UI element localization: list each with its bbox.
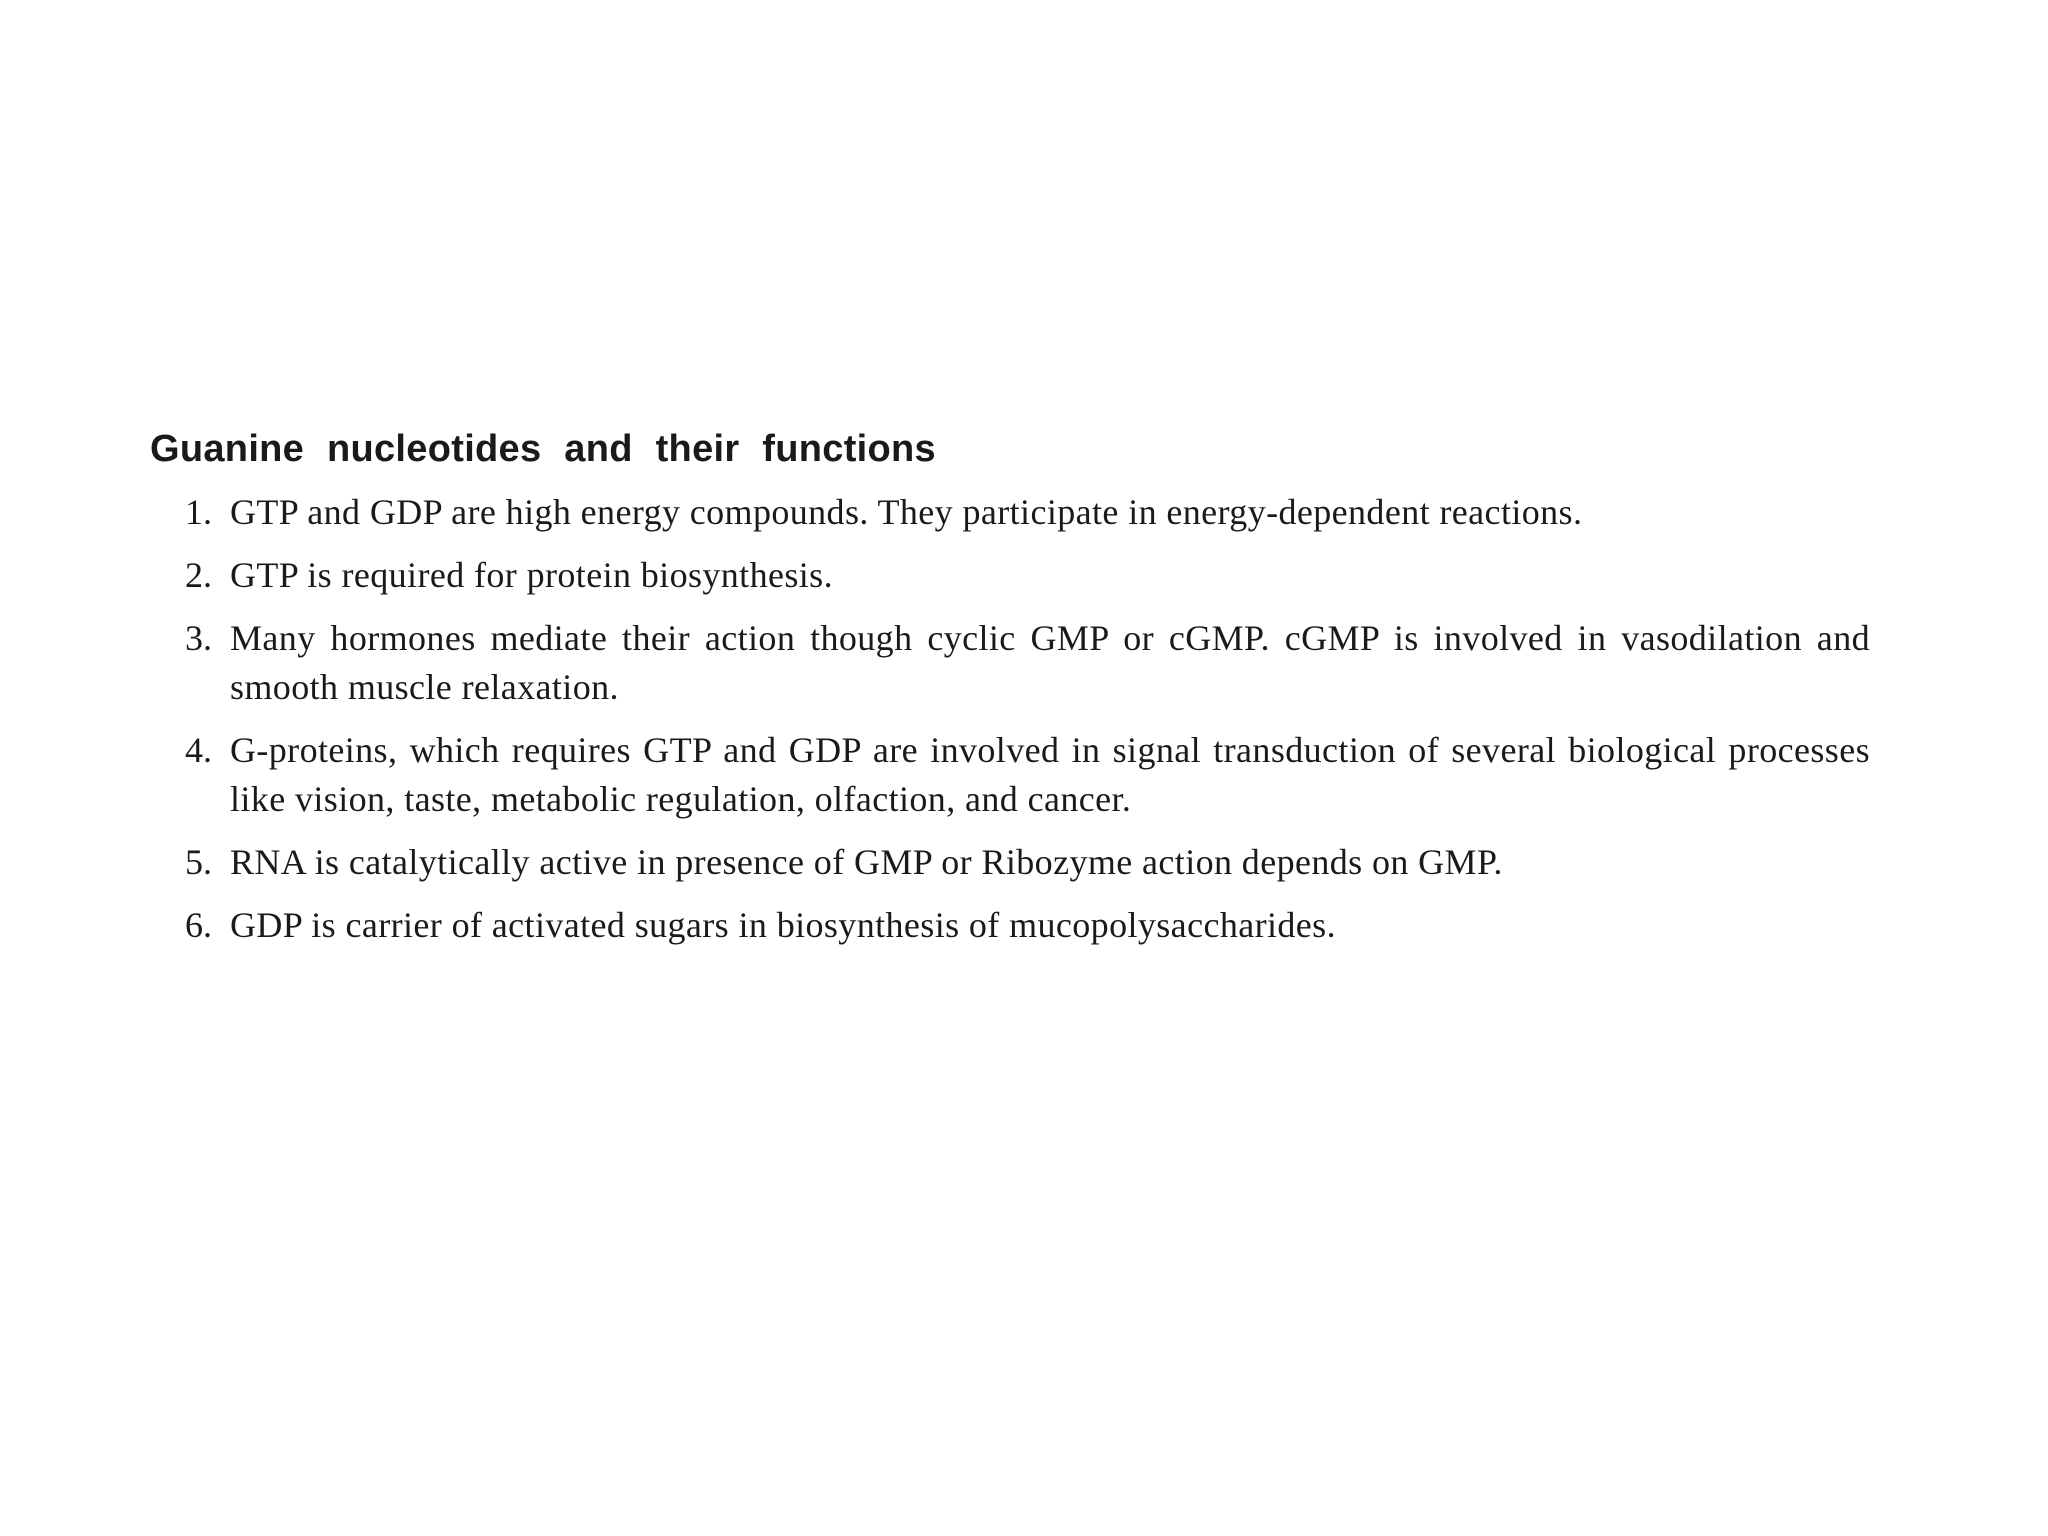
list-item: [150, 901, 1870, 950]
list-item: [150, 838, 1870, 887]
section-heading: Guanine nucleotides and their functions: [150, 428, 936, 470]
list-item: [150, 614, 1870, 712]
list-item-number: 2.: [185, 555, 212, 595]
list-item-number: 6.: [185, 905, 212, 945]
list-item-number: 1.: [185, 492, 212, 532]
list-item: [150, 551, 1870, 600]
list-item-text: GTP is required for protein biosynthesis.: [230, 555, 833, 595]
list-item-text: G-proteins, which requires GTP and GDP are involved in signal transduction of several biological processes like vision, taste, metabolic regulation, olfaction, and cancer.: [230, 730, 1870, 819]
functions-list: [150, 488, 1870, 950]
list-item: [150, 726, 1870, 824]
list-item: [150, 488, 1870, 537]
list-item-number: 5.: [185, 842, 212, 882]
list-item-text: GDP is carrier of activated sugars in biosynthesis of mucopolysaccharides.: [230, 905, 1336, 945]
list-item-text: GTP and GDP are high energy compounds. They participate in energy-dependent reactions.: [230, 492, 1583, 532]
list-item-number: 4.: [185, 730, 212, 770]
list-item-number: 3.: [185, 618, 212, 658]
list-item-text: RNA is catalytically active in presence of GMP or Ribozyme action depends on GMP.: [230, 842, 1503, 882]
list-item-text: Many hormones mediate their action though cyclic GMP or cGMP. cGMP is involved in vasodilation and smooth muscle relaxation.: [230, 618, 1870, 707]
section-content: [150, 424, 1870, 964]
